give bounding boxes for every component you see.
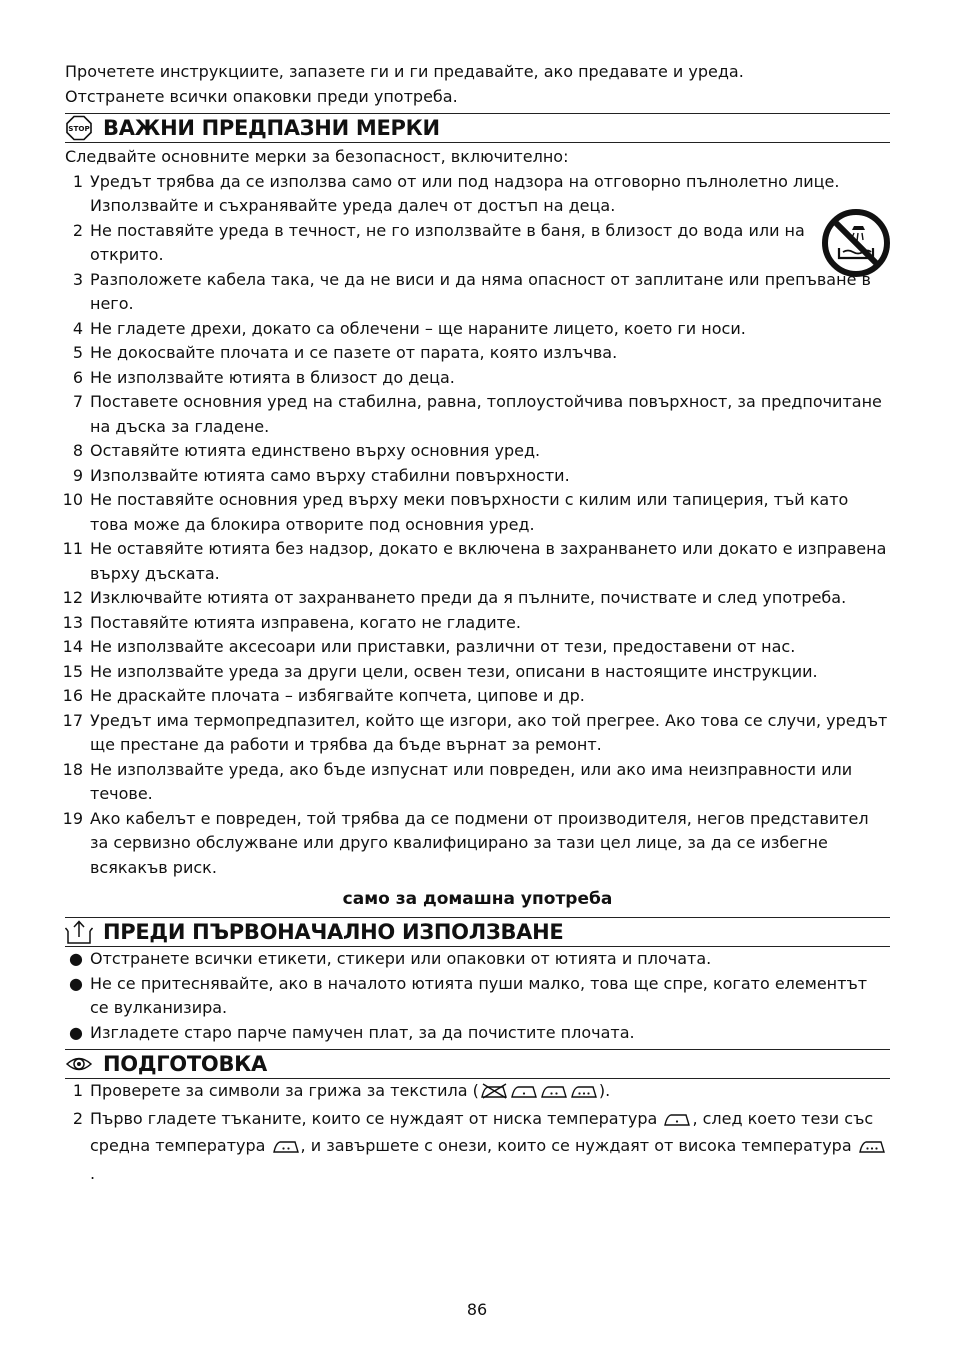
list-item: 11 Не оставяйте ютията без надзор, докато е включена в захранването или докато е изправена върху дъската.	[62, 539, 887, 583]
svg-text:STOP: STOP	[68, 124, 90, 134]
no-water-warning-icon	[821, 208, 891, 282]
first-use-section-title: ПРЕДИ ПЪРВОНАЧАЛНО ИЗПОЛЗВАНЕ	[103, 920, 564, 944]
safety-section-header	[65, 113, 890, 143]
safety-list	[62, 170, 890, 881]
list-item: 10 Не поставяйте основния уред върху меки повърхности с килим или тапицерия, тъй като това може да блокира отворите под основния уред.	[62, 490, 849, 534]
bullet-icon: ●	[69, 973, 83, 993]
bullet-icon: ●	[69, 949, 83, 968]
list-item: 7 Поставете основния уред на стабилна, равна, топлоустойчива повърхност, за предпочитане на дъска за гладене.	[72, 392, 882, 436]
preparation-section-title: ПОДГОТОВКА	[103, 1052, 267, 1076]
prep-item-2-text-c: , и завършете с онези, които се нуждаят от висока температура	[300, 1136, 857, 1155]
prep-item-2-text-d: .	[90, 1163, 96, 1183]
unbox-icon	[65, 919, 93, 945]
safety-lead: Следвайте основните мерки за безопасност, включително:	[65, 147, 569, 166]
list-item: 5 Не докосвайте плочата и се пазете от парата, която излъчва.	[72, 343, 618, 362]
intro-line-1: Прочетете инструкциите, запазете ги и ги предавайте, ако предавате и уреда.	[65, 62, 744, 81]
iron-medium-icon	[539, 1082, 569, 1107]
list-item: ● Не се притеснявайте, ако в началото ютията пуши малко, това ще спре, когато елементът се вулканизира.	[65, 972, 890, 1021]
list-item: 4 Не гладете дрехи, докато са облечени – ще нараните лицето, което ги носи.	[72, 318, 746, 338]
list-item: 16 Не драскайте плочата – избягвайте копчета, ципове и др.	[62, 686, 585, 705]
iron-high-icon	[569, 1082, 599, 1107]
list-item: 18 Не използвайте уреда, ако бъде изпуснат или повреден, или ако има неизправности или течове.	[62, 759, 853, 803]
iron-low-icon	[662, 1110, 692, 1135]
preparation-list	[65, 1079, 890, 1186]
preparation-section-header	[65, 1049, 890, 1079]
page	[62, 60, 890, 1186]
intro-line-2: Отстранете всички опаковки преди употреба.	[65, 86, 458, 106]
list-item: 14 Не използвайте аксесоари или приставки, различни от тези, предоставени от нас.	[62, 637, 796, 656]
iron-high-icon	[857, 1137, 887, 1162]
list-item: 1 Проверете за символи за грижа за текстила ( ).	[65, 1079, 890, 1107]
list-item: 13 Поставяйте ютията изправена, когато не гладите.	[62, 612, 521, 632]
intro	[65, 60, 890, 109]
prep-item-2-text-b: , след което тези със средна температура	[90, 1108, 874, 1155]
prep-item-1-close: ).	[598, 1081, 611, 1100]
list-item: 1 Уредът трябва да се използва само от или под надзора на отговорно пълнолетно лице. Използвайте и съхранявайте уреда далеч от достъп на деца.	[72, 171, 840, 215]
no-iron-icon	[479, 1082, 509, 1107]
iron-low-icon	[509, 1082, 539, 1107]
list-item: 2 Първо гладете тъканите, които се нуждаят от ниска температура , след което тези със средна температура , и завършете с онези, които се нуждаят от висока температура .	[65, 1107, 890, 1187]
list-item: 19 Ако кабелът е повреден, той трябва да се подмени от производителя, негов представител за сервизно обслужване или друго квалифицирано за тази цел лице, за да се избегне всякакъв риск.	[62, 808, 869, 877]
first-use-section-header	[65, 917, 890, 947]
list-item: 8 Оставяйте ютията единствено върху основния уред.	[72, 441, 541, 460]
eye-icon	[65, 1051, 93, 1077]
list-item: 17 Уредът има термопредпазител, който ще изгори, ако той прегрее. Ако това се случи, уредът ще престане да работи и трябва да бъде върнат за ремонт.	[62, 710, 888, 754]
list-item: 9 Използвайте ютията само върху стабилни повърхности.	[72, 465, 570, 485]
safety-section-title: ВАЖНИ ПРЕДПАЗНИ МЕРКИ	[103, 116, 440, 140]
prep-item-2-text-a: Първо гладете тъканите, които се нуждаят от ниска температура	[90, 1108, 663, 1128]
list-item: 3 Разположете кабела така, че да не виси и да няма опасност от заплитане или препъване в него.	[72, 269, 871, 313]
list-item: ● Отстранете всички етикети, стикери или опаковки от ютията и плочата.	[65, 947, 890, 972]
list-item: 12 Изключвайте ютията от захранването преди да я пълните, почиствате и след употреба.	[62, 588, 847, 607]
list-item: ● Изгладете старо парче памучен плат, за да почистите плочата.	[65, 1021, 890, 1046]
list-item: 6 Не използвайте ютията в близост до деца.	[72, 367, 455, 387]
bullet-icon: ●	[69, 1022, 83, 1042]
list-item: 15 Не използвайте уреда за други цели, освен тези, описани в настоящите инструкции.	[62, 661, 818, 681]
list-item: 2 Не поставяйте уреда в течност, не го използвайте в баня, в близост до вода или на открито.	[72, 220, 805, 264]
prep-item-1-text: Проверете за символи за грижа за текстила (	[90, 1081, 479, 1100]
stop-icon	[65, 115, 93, 141]
page-number: 86	[466, 1300, 488, 1319]
first-use-list	[65, 947, 890, 1045]
iron-medium-icon	[271, 1137, 301, 1162]
home-use-note: само за домашна употреба	[342, 889, 613, 909]
